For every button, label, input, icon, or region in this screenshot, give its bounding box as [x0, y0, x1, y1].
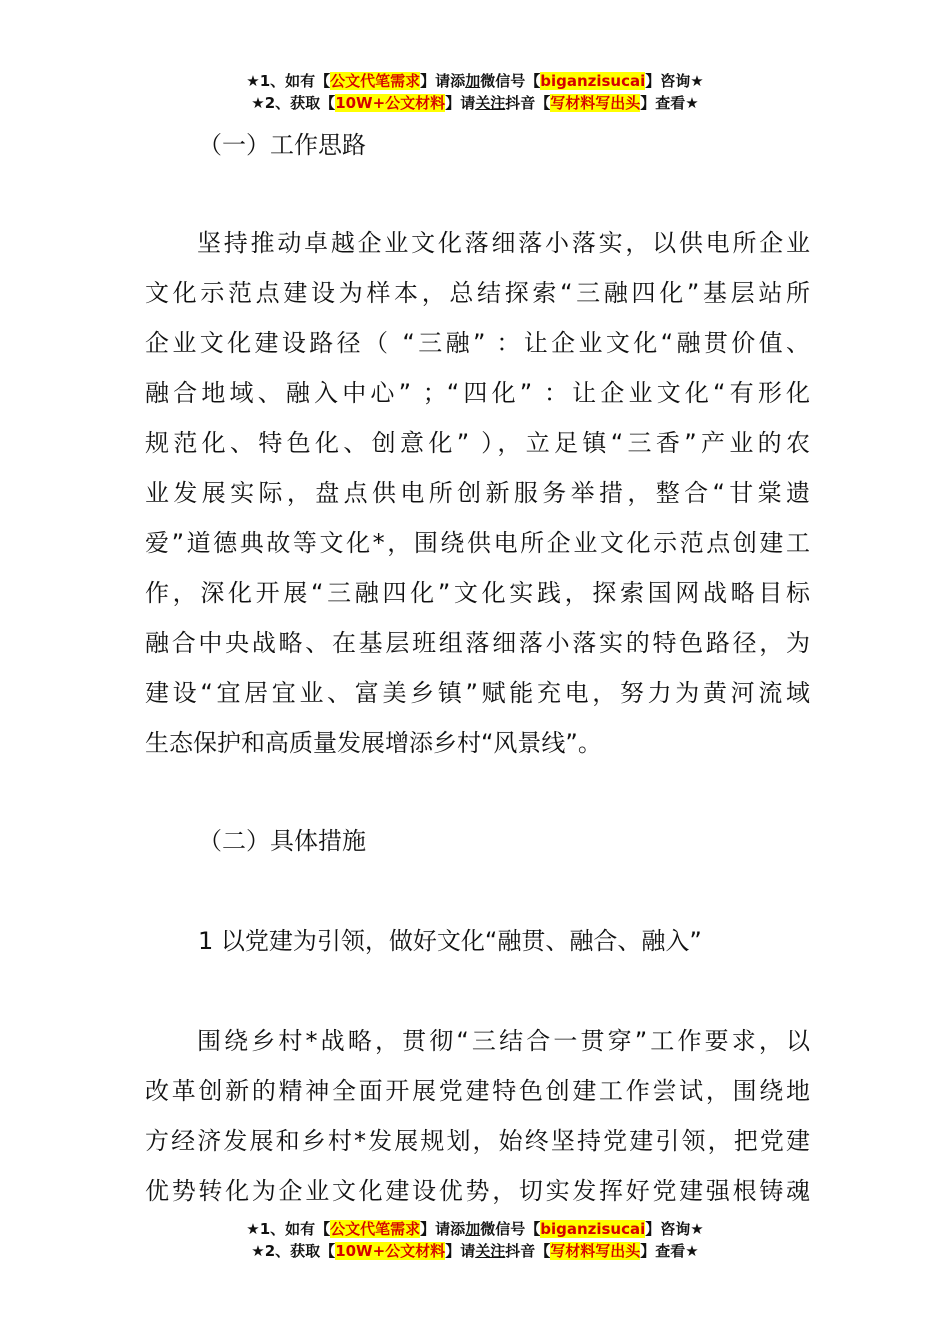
sub-heading-1: 1 以党建为引领，做好文化“融贯、融合、融入” [198, 927, 702, 955]
banner-line-1 [0, 70, 950, 92]
paragraph-line: 规范化、特色化、创意化” ），立足镇“三香”产业的农 [145, 429, 810, 457]
paragraph-line: 融合中央战略、在基层班组落细落小落实的特色路径，为 [145, 629, 810, 657]
banner-text: 】查看★ [640, 1242, 699, 1260]
banner-line-1 [0, 1218, 950, 1240]
banner-text: ★1、如有【 [246, 1220, 331, 1238]
paragraph-line: 业发展实际，盘点供电所创新服务举措，整合“甘棠遗 [145, 479, 810, 507]
banner-text: 】请 [445, 1242, 476, 1260]
banner-highlight: biganzisucai [540, 1220, 646, 1238]
banner-text: 微信号【 [480, 72, 541, 90]
banner-line-2 [0, 92, 950, 114]
paragraph-line: 方经济发展和乡村*发展规划，始终坚持党建引领，把党建 [145, 1127, 810, 1155]
banner-highlight: 10W+公文材料 [335, 94, 446, 112]
banner-underlined-text: 关注 [475, 94, 506, 112]
paragraph-line: 爱”道德典故等文化*，围绕供电所企业文化示范点创建工 [145, 529, 810, 557]
banner-highlight: biganzisucai [540, 72, 646, 90]
banner-text: 】请添 [420, 72, 466, 90]
banner-highlight: 公文代笔需求 [330, 1220, 421, 1238]
banner-highlight: 写材料写出头 [550, 1242, 641, 1260]
section-heading-2: （二）具体措施 [198, 827, 366, 855]
section-heading-1: （一）工作思路 [198, 131, 366, 159]
banner-text: ★2、获取【 [251, 94, 336, 112]
banner-highlight: 10W+公文材料 [335, 1242, 446, 1260]
paragraph-line: 建设“宜居宜业、富美乡镇”赋能充电，努力为黄河流域 [145, 679, 810, 707]
paragraph-party-building [145, 1016, 810, 1216]
banner-underlined-text: 加 [465, 72, 481, 90]
banner-text: 抖音【 [505, 1242, 551, 1260]
paragraph-line: 生态保护和高质量发展增添乡村“风景线”。 [145, 729, 602, 757]
paragraph-line: 坚持推动卓越企业文化落细落小落实，以供电所企业 [197, 229, 810, 257]
banner-text: 】请添 [420, 1220, 466, 1238]
banner-text: ★1、如有【 [246, 72, 331, 90]
banner-text: 微信号【 [480, 1220, 541, 1238]
paragraph-line: 企业文化建设路径（ “三融” ：让企业文化“融贯价值、 [145, 329, 810, 357]
banner-text: 】咨询★ [645, 1220, 704, 1238]
paragraph-line: 优势转化为企业文化建设优势，切实发挥好党建强根铸魂 [145, 1177, 810, 1205]
header-banner [0, 70, 950, 114]
paragraph-work-approach [145, 218, 810, 768]
banner-highlight: 公文代笔需求 [330, 72, 421, 90]
banner-highlight: 写材料写出头 [550, 94, 641, 112]
paragraph-line: 改革创新的精神全面开展党建特色创建工作尝试，围绕地 [145, 1077, 810, 1105]
paragraph-line: 文化示范点建设为样本，总结探索“三融四化”基层站所 [145, 279, 810, 307]
footer-banner [0, 1218, 950, 1262]
paragraph-line: 作，深化开展“三融四化”文化实践，探索国网战略目标 [145, 579, 810, 607]
banner-text: 】咨询★ [645, 72, 704, 90]
banner-text: 】查看★ [640, 94, 699, 112]
banner-text: ★2、获取【 [251, 1242, 336, 1260]
paragraph-line: 围绕乡村*战略，贯彻“三结合一贯穿”工作要求，以 [197, 1027, 810, 1055]
banner-text: 】请 [445, 94, 476, 112]
banner-underlined-text: 关注 [475, 1242, 506, 1260]
banner-line-2 [0, 1240, 950, 1262]
banner-text: 抖音【 [505, 94, 551, 112]
paragraph-line: 融合地域、融入中心” ；“四化” ：让企业文化“有形化 [145, 379, 810, 407]
banner-underlined-text: 加 [465, 1220, 481, 1238]
